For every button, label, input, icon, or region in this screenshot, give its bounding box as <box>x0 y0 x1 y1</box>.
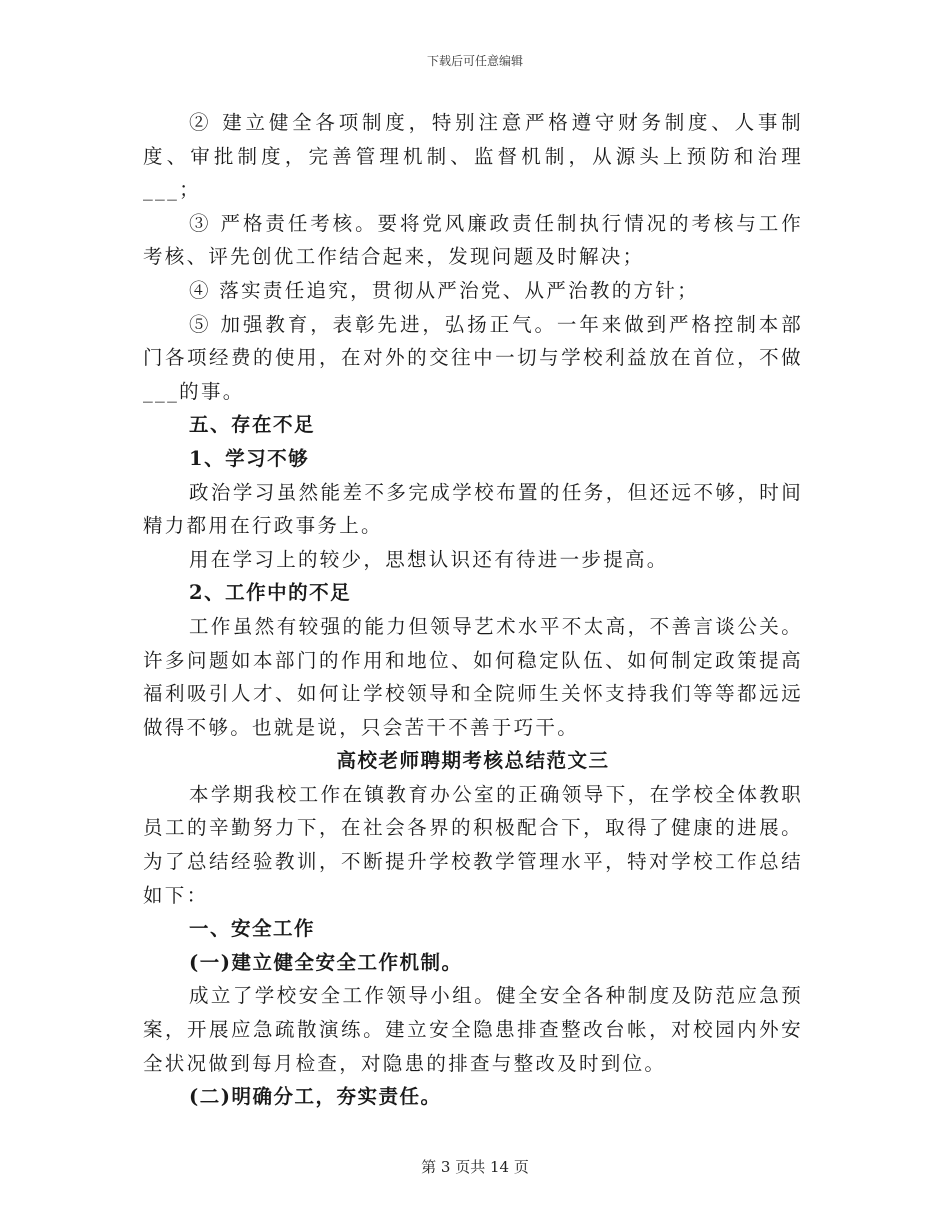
paragraph-intro: 本学期我校工作在镇教育办公室的正确领导下，在学校全体教职员工的辛勤努力下，在社会各界的积极配合下，取得了健康的进展。为了总结经验教训，不断提升学校教学管理水平，特对学校工作总结如下： <box>143 782 803 907</box>
section-title: 高校老师聘期考核总结范文三 <box>336 749 610 773</box>
heading-responsibility: (二)明确分工，夯实责任。 <box>189 1085 442 1109</box>
document-body <box>143 106 803 1114</box>
paragraph-study-1: 政治学习虽然能差不多完成学校布置的任务，但还远不够，时间精力都用在行政事务上。 <box>143 480 803 538</box>
heading-safety-work: 一、安全工作 <box>189 917 316 941</box>
heading-subsection-2: 2、工作中的不足 <box>189 581 352 605</box>
page-header: 下载后可任意编辑 <box>426 54 523 68</box>
paragraph-item-2: ② 建立健全各项制度，特别注意严格遵守财务制度、人事制度、审批制度，完善管理机制、监督机制，从源头上预防和治理___； <box>143 111 803 202</box>
paragraph-item-5: ⑤ 加强教育，表彰先进，弘扬正气。一年来做到严格控制本部门各项经费的使用，在对外的交往中一切与学校利益放在首位，不做___的事。 <box>143 312 803 403</box>
paragraph-item-4: ④ 落实责任追究，贯彻从严治党、从严治教的方针； <box>189 278 699 302</box>
paragraph-safety-group: 成立了学校安全工作领导小组。健全安全各种制度及防范应急预案，开展应急疏散演练。建立安全隐患排查整改台帐，对校园内外安全状况做到每月检查，对隐患的排查与整改及时到位。 <box>143 984 803 1075</box>
heading-section-5: 五、存在不足 <box>189 413 316 437</box>
heading-subsection-1: 1、学习不够 <box>189 446 310 470</box>
paragraph-work-shortcomings: 工作虽然有较强的能力但领导艺术水平不太高，不善言谈公关。许多问题如本部门的作用和地位、如何稳定队伍、如何制定政策提高福利吸引人才、如何让学校领导和全院师生关怀支持我们等等都远远做得不够。也就是说，只会苦干不善于巧干。 <box>143 614 803 739</box>
paragraph-item-3: ③ 严格责任考核。要将党风廉政责任制执行情况的考核与工作考核、评先创优工作结合起来，发现问题及时解决； <box>143 211 803 269</box>
heading-safety-mechanism: (一)建立健全安全工作机制。 <box>189 950 463 974</box>
paragraph-study-2: 用在学习上的较少，思想认识还有待进一步提高。 <box>189 547 669 571</box>
page-footer: 第 3 页共 14 页 <box>421 1158 529 1176</box>
